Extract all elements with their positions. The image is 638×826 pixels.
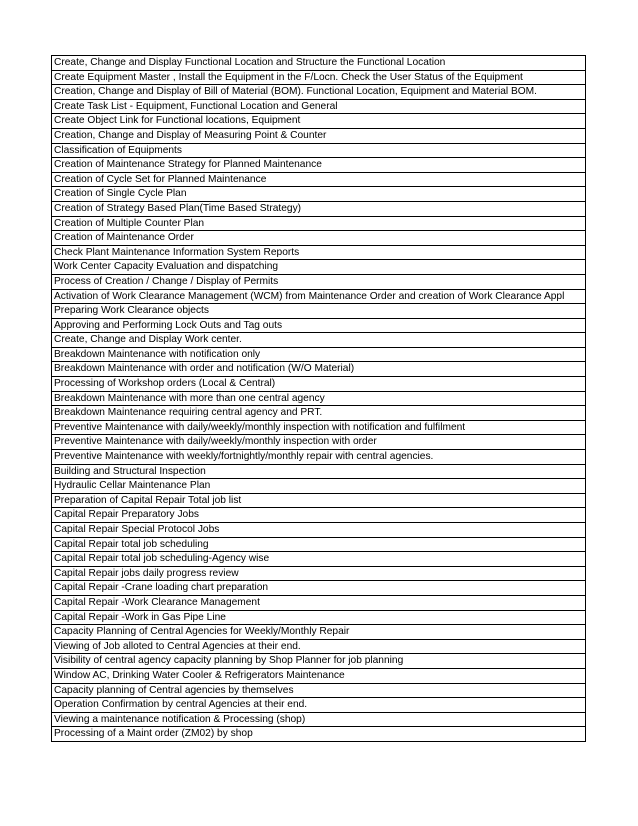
- table-row: [52, 85, 586, 100]
- table-row: [52, 201, 586, 216]
- table-row: [52, 216, 586, 231]
- process-list-body: [52, 56, 586, 742]
- table-cell[interactable]: Preparation of Capital Repair Total job list: [52, 493, 586, 508]
- table-cell[interactable]: Preventive Maintenance with weekly/fortnightly/monthly repair with central agencies.: [52, 450, 586, 465]
- table-row: [52, 698, 586, 713]
- table-cell[interactable]: Approving and Performing Lock Outs and Tag outs: [52, 318, 586, 333]
- table-cell[interactable]: Capital Repair -Work Clearance Management: [52, 595, 586, 610]
- table-cell[interactable]: Window AC, Drinking Water Cooler & Refrigerators Maintenance: [52, 668, 586, 683]
- table-cell[interactable]: Create Object Link for Functional locations, Equipment: [52, 114, 586, 129]
- table-row: [52, 610, 586, 625]
- table-row: [52, 450, 586, 465]
- table-cell[interactable]: Creation of Multiple Counter Plan: [52, 216, 586, 231]
- table-cell[interactable]: Preparing Work Clearance objects: [52, 304, 586, 319]
- table-cell[interactable]: Classification of Equipments: [52, 143, 586, 158]
- table-row: [52, 260, 586, 275]
- table-cell[interactable]: Breakdown Maintenance with order and notification (W/O Material): [52, 362, 586, 377]
- table-cell[interactable]: Viewing a maintenance notification & Processing (shop): [52, 712, 586, 727]
- table-row: [52, 99, 586, 114]
- table-row: [52, 420, 586, 435]
- table-cell[interactable]: Capital Repair total job scheduling: [52, 537, 586, 552]
- table-row: [52, 493, 586, 508]
- table-cell[interactable]: Processing of Workshop orders (Local & Central): [52, 377, 586, 392]
- table-cell[interactable]: Capital Repair Preparatory Jobs: [52, 508, 586, 523]
- table-cell[interactable]: Viewing of Job alloted to Central Agencies at their end.: [52, 639, 586, 654]
- table-cell[interactable]: Creation of Maintenance Order: [52, 231, 586, 246]
- table-row: [52, 537, 586, 552]
- table-row: [52, 566, 586, 581]
- table-cell[interactable]: Capital Repair total job scheduling-Agency wise: [52, 552, 586, 567]
- table-cell[interactable]: Create, Change and Display Work center.: [52, 333, 586, 348]
- table-row: [52, 304, 586, 319]
- table-cell[interactable]: Creation of Strategy Based Plan(Time Based Strategy): [52, 201, 586, 216]
- table-row: [52, 464, 586, 479]
- table-row: [52, 377, 586, 392]
- table-cell[interactable]: Check Plant Maintenance Information System Reports: [52, 245, 586, 260]
- table-row: [52, 668, 586, 683]
- table-row: [52, 56, 586, 71]
- table-cell[interactable]: Activation of Work Clearance Management (WCM) from Maintenance Order and creation of Work Clearance Appl: [52, 289, 586, 304]
- table-cell[interactable]: Visibility of central agency capacity planning by Shop Planner for job planning: [52, 654, 586, 669]
- table-row: [52, 187, 586, 202]
- table-row: [52, 114, 586, 129]
- table-row: [52, 362, 586, 377]
- table-row: [52, 712, 586, 727]
- table-cell[interactable]: Breakdown Maintenance with more than one central agency: [52, 391, 586, 406]
- table-cell[interactable]: Creation, Change and Display of Bill of Material (BOM). Functional Location, Equipment and Material BOM.: [52, 85, 586, 100]
- table-cell[interactable]: Building and Structural Inspection: [52, 464, 586, 479]
- table-row: [52, 552, 586, 567]
- table-cell[interactable]: Create Equipment Master , Install the Equipment in the F/Locn. Check the User Status of the Equipment: [52, 70, 586, 85]
- table-row: [52, 435, 586, 450]
- table-row: [52, 318, 586, 333]
- table-cell[interactable]: Hydraulic Cellar Maintenance Plan: [52, 479, 586, 494]
- table-cell[interactable]: Preventive Maintenance with daily/weekly/monthly inspection with notification and fulfilment: [52, 420, 586, 435]
- table-row: [52, 274, 586, 289]
- table-row: [52, 347, 586, 362]
- table-row: [52, 158, 586, 173]
- table-cell[interactable]: Creation of Cycle Set for Planned Maintenance: [52, 172, 586, 187]
- table-cell[interactable]: Processing of a Maint order (ZM02) by shop: [52, 727, 586, 742]
- table-cell[interactable]: Work Center Capacity Evaluation and dispatching: [52, 260, 586, 275]
- table-cell[interactable]: Capacity Planning of Central Agencies for Weekly/Monthly Repair: [52, 625, 586, 640]
- table-row: [52, 231, 586, 246]
- table-cell[interactable]: Process of Creation / Change / Display of Permits: [52, 274, 586, 289]
- table-cell[interactable]: Creation of Maintenance Strategy for Planned Maintenance: [52, 158, 586, 173]
- table-row: [52, 727, 586, 742]
- table-row: [52, 625, 586, 640]
- table-row: [52, 479, 586, 494]
- table-cell[interactable]: Capital Repair Special Protocol Jobs: [52, 523, 586, 538]
- table-row: [52, 172, 586, 187]
- table-cell[interactable]: Breakdown Maintenance with notification only: [52, 347, 586, 362]
- table-cell[interactable]: Creation, Change and Display of Measuring Point & Counter: [52, 128, 586, 143]
- table-row: [52, 245, 586, 260]
- table-cell[interactable]: Capital Repair -Work in Gas Pipe Line: [52, 610, 586, 625]
- table-cell[interactable]: Breakdown Maintenance requiring central agency and PRT.: [52, 406, 586, 421]
- table-row: [52, 581, 586, 596]
- table-row: [52, 523, 586, 538]
- table-row: [52, 289, 586, 304]
- table-row: [52, 391, 586, 406]
- table-row: [52, 333, 586, 348]
- table-cell[interactable]: Preventive Maintenance with daily/weekly/monthly inspection with order: [52, 435, 586, 450]
- table-row: [52, 639, 586, 654]
- table-cell[interactable]: Capital Repair -Crane loading chart preparation: [52, 581, 586, 596]
- table-cell[interactable]: Create Task List - Equipment, Functional Location and General: [52, 99, 586, 114]
- table-row: [52, 595, 586, 610]
- table-row: [52, 508, 586, 523]
- process-list-table: [51, 55, 586, 742]
- table-row: [52, 70, 586, 85]
- table-cell[interactable]: Create, Change and Display Functional Location and Structure the Functional Location: [52, 56, 586, 71]
- table-row: [52, 128, 586, 143]
- table-cell[interactable]: Operation Confirmation by central Agencies at their end.: [52, 698, 586, 713]
- table-row: [52, 654, 586, 669]
- table-cell[interactable]: Capacity planning of Central agencies by themselves: [52, 683, 586, 698]
- table-row: [52, 143, 586, 158]
- table-row: [52, 406, 586, 421]
- table-row: [52, 683, 586, 698]
- table-cell[interactable]: Capital Repair jobs daily progress review: [52, 566, 586, 581]
- table-cell[interactable]: Creation of Single Cycle Plan: [52, 187, 586, 202]
